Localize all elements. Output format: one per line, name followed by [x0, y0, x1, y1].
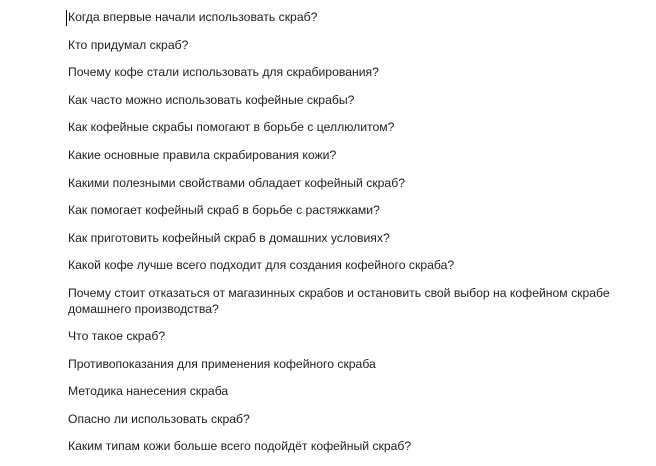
question-line: Методика нанесения скраба [68, 384, 229, 399]
question-line: Как помогает кофейный скраб в борьбе с растяжками? [68, 203, 380, 218]
document-body[interactable] [68, 9, 628, 466]
text-cursor [66, 10, 67, 26]
question-line: Какими полезными свойствами обладает кофейный скраб? [68, 175, 405, 190]
question-line: Как приготовить кофейный скраб в домашних условиях? [68, 230, 390, 245]
question-line: Какие основные правила скрабирования кожи? [68, 147, 337, 162]
question-line: Какой кофе лучше всего подходит для создания кофейного скраба? [68, 258, 455, 273]
question-line: Как часто можно использовать кофейные скрабы? [68, 92, 355, 107]
question-line: Что такое скраб? [68, 328, 166, 343]
question-line: Противопоказания для применения кофейного скраба [68, 356, 376, 371]
question-line: Кто придумал скраб? [68, 37, 189, 52]
question-line: Когда впервые начали использовать скраб? [68, 10, 318, 24]
question-line: Почему кофе стали использовать для скрабирования? [68, 65, 379, 80]
question-line: Каким типам кожи больше всего подойдёт кофейный скраб? [68, 439, 412, 454]
question-line: Как кофейные скрабы помогают в борьбе с целлюлитом? [68, 120, 395, 135]
question-line: Почему стоит отказаться от магазинных скрабов и остановить свой выбор на кофейном скрабе домашнего производства? [68, 285, 610, 316]
question-line: Опасно ли использовать скраб? [68, 411, 250, 426]
